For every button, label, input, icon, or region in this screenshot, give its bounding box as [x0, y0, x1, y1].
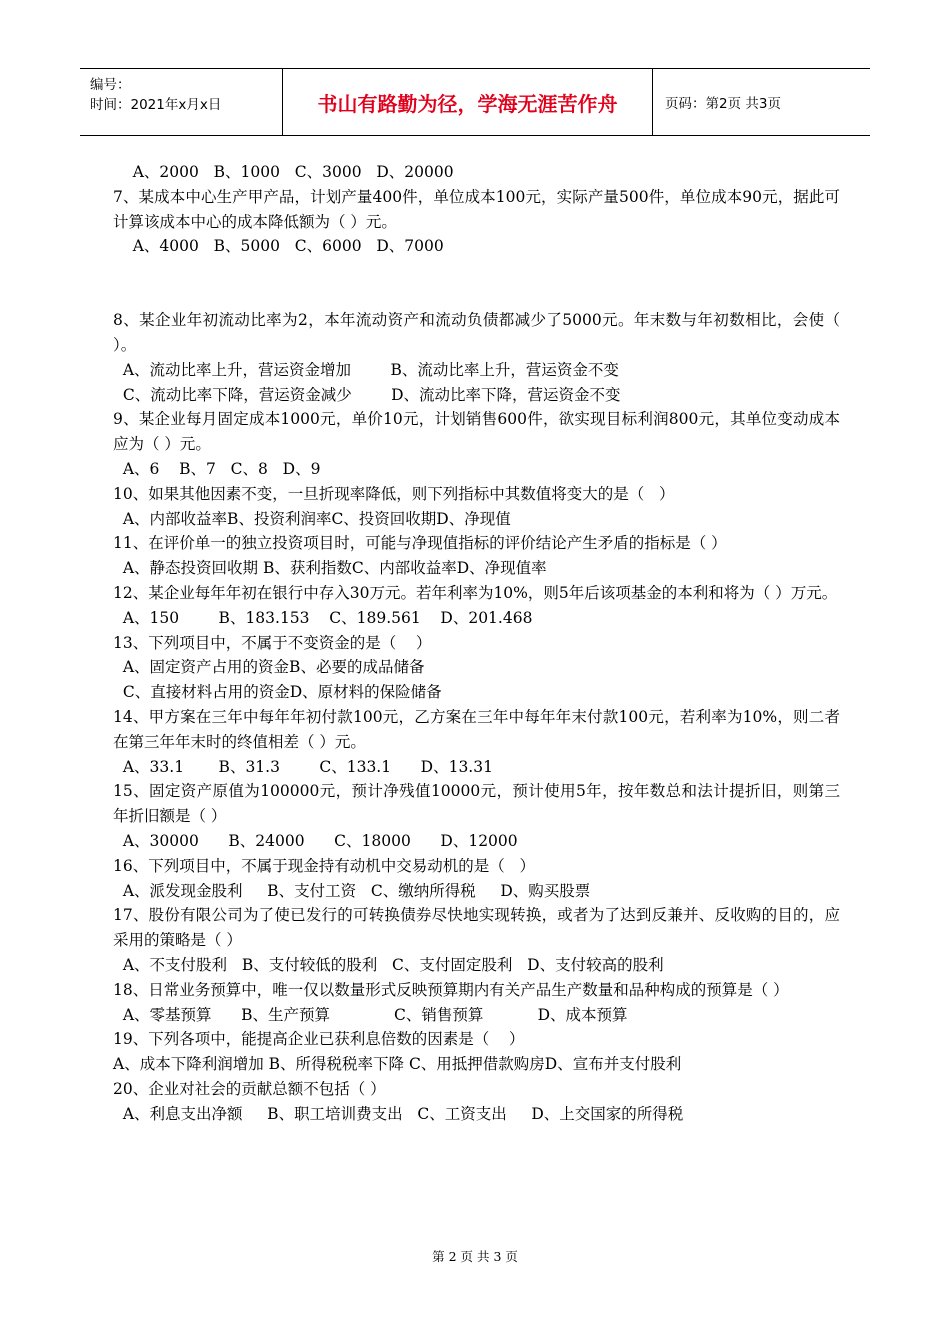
- option-line: C、直接材料占用的资金D、原材料的保险储备: [113, 683, 442, 702]
- question-10: 10、如果其他因素不变，一旦折现率降低，则下列指标中其数值将变大的是（ ）: [113, 484, 675, 503]
- question-9: 9、某企业每月固定成本1000元，单价10元，计划销售600件，欲实现目标利润800元，其单位变动成本应为（ ）元。: [113, 410, 840, 454]
- option-line: A、零基预算 B、生产预算 C、销售预算 D、成本预算: [113, 1005, 628, 1024]
- option-line: A、6 B、7 C、8 D、9: [113, 459, 321, 478]
- code-label: 编号：: [90, 77, 131, 93]
- option-line: A、150 B、183.153 C、189.561 D、201.468: [113, 608, 533, 627]
- question-12: 12、某企业每年年初在银行中存入30万元。若年利率为10%，则5年后该项基金的本利和将为（ ）万元。: [113, 583, 838, 602]
- question-20: 20、企业对社会的贡献总额不包括（ ）: [113, 1079, 386, 1098]
- option-line: A、派发现金股利 B、支付工资 C、缴纳所得税 D、购买股票: [113, 881, 591, 900]
- header-meta: [80, 69, 283, 135]
- question-14: 14、甲方案在三年中每年年初付款100元，乙方案在三年中每年年末付款100元，若利率为10%，则二者在第三年年末时的终值相差（ ）元。: [113, 707, 840, 751]
- document-body: [113, 160, 840, 1126]
- option-line: A、不支付股利 B、支付较低的股利 C、支付固定股利 D、支付较高的股利: [113, 955, 664, 974]
- option-line: A、成本下降利润增加 B、所得税税率下降 C、用抵押借款购房D、宣布并支付股利: [113, 1055, 682, 1074]
- question-13: 13、下列项目中，不属于不变资金的是（ ）: [113, 633, 432, 652]
- page-header: [80, 68, 870, 136]
- option-line: A、4000 B、5000 C、6000 D、7000: [113, 237, 444, 256]
- option-line: A、静态投资回收期 B、获利指数C、内部收益率D、净现值率: [113, 559, 547, 578]
- blank-gap: [113, 259, 840, 308]
- page-footer: 第 2 页 共 3 页: [432, 1249, 518, 1264]
- question-8: 8、某企业年初流动比率为2，本年流动资产和流动负债都减少了5000元。年末数与年初数相比，会使（ ）。: [113, 311, 840, 354]
- header-page-label: 页码：第2页 共3页: [665, 96, 781, 112]
- option-line: A、固定资产占用的资金B、必要的成品储备: [113, 658, 425, 677]
- header-motto: 书山有路勤为径，学海无涯苦作舟: [283, 69, 653, 135]
- option-line: A、2000 B、1000 C、3000 D、20000: [113, 163, 454, 181]
- option-line: A、33.1 B、31.3 C、133.1 D、13.31: [113, 757, 493, 776]
- question-7: 7、某成本中心生产甲产品，计划产量400件，单位成本100元，实际产量500件，单位成本90元，据此可计算该成本中心的成本降低额为（ ）元。: [113, 187, 840, 231]
- question-17: 17、股份有限公司为了使已发行的可转换债券尽快地实现转换，或者为了达到反兼并、反收购的目的，应采用的策略是（ ）: [113, 906, 840, 950]
- option-line: A、流动比率上升，营运资金增加 B、流动比率上升，营运资金不变: [113, 360, 619, 379]
- question-11: 11、在评价单一的独立投资项目时，可能与净现值指标的评价结论产生矛盾的指标是（ ）: [113, 534, 727, 553]
- option-line: A、利息支出净额 B、职工培训费支出 C、工资支出 D、上交国家的所得税: [113, 1104, 684, 1123]
- question-18: 18、日常业务预算中，唯一仅以数量形式反映预算期内有关产品生产数量和品种构成的预算是（ ）: [113, 980, 789, 999]
- question-19: 19、下列各项中，能提高企业已获利息倍数的因素是（ ）: [113, 1030, 525, 1049]
- date-label: 时间：2021年x月x日: [90, 97, 222, 113]
- option-line: A、内部收益率B、投资利润率C、投资回收期D、净现值: [113, 509, 511, 528]
- question-15: 15、固定资产原值为100000元，预计净残值10000元，预计使用5年，按年数总和法计提折旧，则第三年折旧额是（ ）: [113, 782, 840, 826]
- option-line: A、30000 B、24000 C、18000 D、12000: [113, 831, 518, 850]
- question-16: 16、下列项目中，不属于现金持有动机中交易动机的是（ ）: [113, 856, 536, 875]
- option-line: C、流动比率下降，营运资金减少 D、流动比率下降，营运资金不变: [113, 385, 621, 404]
